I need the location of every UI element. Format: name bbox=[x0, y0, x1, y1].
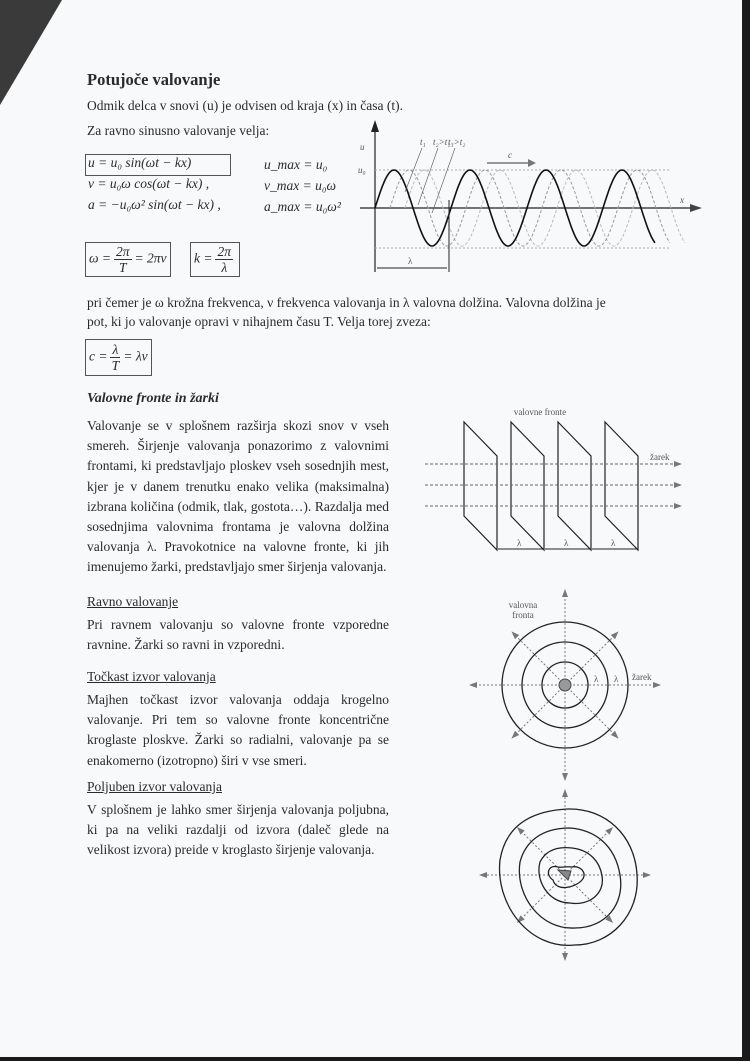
paragraph-1-line-1: pri čemer je ω krožna frekvenca, ν frekvenca valovanja in λ valovna dolžina. Valovna dolžina je bbox=[87, 295, 606, 310]
omega-lhs: ω = bbox=[89, 250, 112, 266]
ray bbox=[565, 875, 610, 920]
section-heading-plane: Ravno valovanje bbox=[87, 594, 179, 609]
ray-label: žarek bbox=[650, 452, 670, 462]
ray-arrow-icon bbox=[562, 789, 568, 797]
ray-arrow-icon bbox=[605, 827, 613, 835]
time-label-1: t₁ bbox=[420, 137, 426, 147]
lambda-label: λ bbox=[564, 538, 569, 548]
intro-line-1: Odmik delca v snovi (u) je odvisen od kraja (x) in časa (t). bbox=[87, 98, 404, 113]
c-denominator: T bbox=[111, 358, 120, 373]
equation-amax: a_max = u₀ω² bbox=[264, 199, 341, 214]
point-lambda-1: λ bbox=[594, 674, 599, 684]
ray-arrow-icon bbox=[643, 872, 651, 878]
c-lhs: c = bbox=[89, 348, 108, 364]
scan-edge-bottom bbox=[0, 1057, 750, 1061]
ray bbox=[565, 830, 610, 875]
ray-arrow-icon bbox=[517, 915, 525, 923]
section-heading-fronts: Valovne fronte in žarki bbox=[87, 391, 219, 406]
wave-front-contour bbox=[519, 828, 620, 928]
fronts-title: valovne fronte bbox=[513, 407, 567, 417]
front-label-2: fronta bbox=[512, 610, 534, 620]
equation-umax: u_max = u₀ bbox=[264, 157, 328, 172]
section-heading-arbitrary: Poljuben izvor valovanja bbox=[87, 779, 222, 794]
lambda-label: λ bbox=[517, 538, 522, 548]
lambda-label: λ bbox=[611, 538, 616, 548]
time-label-3: t₃>t₂ bbox=[448, 137, 466, 147]
point-lambda-2: λ bbox=[614, 674, 619, 684]
point-paragraph: Majhen točkast izvor valovanja oddaja krogelno valovanje. Pri tem so valovne fronte koncentrične kroglaste ploskve. Žarki so radialni, valovanje pa se enakomerno (izotropno) širi v vse smeri. bbox=[87, 692, 389, 768]
paragraph-1-line-2: pot, ki jo valovanje opravi v nihajnem času T. Velja torej zveza: bbox=[87, 314, 431, 329]
k-denominator: λ bbox=[221, 260, 228, 275]
plane-paragraph: Pri ravnem valovanju so valovne fronte vzporedne ravnine. Žarki so ravni in vzporedni. bbox=[87, 617, 389, 653]
c-numerator: λ bbox=[112, 342, 119, 357]
omega-rhs: = 2πν bbox=[134, 250, 167, 266]
k-lhs: k = bbox=[194, 250, 213, 266]
c-rhs: = λν bbox=[123, 348, 148, 364]
ray-arrow-icon bbox=[517, 827, 525, 835]
page-title: Potujoče valovanje bbox=[87, 70, 221, 89]
point-ray-label: žarek bbox=[632, 672, 652, 682]
front-label-1: valovna bbox=[508, 600, 538, 610]
equation-v: v = u₀ω cos(ωt − kx) , bbox=[88, 176, 210, 191]
time-label-2: t₂>t₁ bbox=[433, 137, 451, 147]
x-label: x bbox=[680, 195, 684, 205]
intro-line-2: Za ravno sinusno valovanje velja: bbox=[87, 123, 270, 138]
equation-vmax: v_max = u₀ω bbox=[264, 178, 337, 193]
ray bbox=[520, 875, 565, 920]
equation-a: a = −u₀ω² sin(ωt − kx) , bbox=[88, 197, 221, 212]
omega-numerator: 2π bbox=[116, 244, 130, 259]
u0-label: u₀ bbox=[358, 165, 366, 175]
fronts-paragraph: Valovanje se v splošnem razširja skozi snov v vseh smereh. Širjenje valovanja ponazorimo z valovnimi frontami, ki predstavljajo ploskev vseh sosednjih mest, kjer je v danem trenutku enako velika (maksimalna) izbrana količina (odmik, tlak, gostota…). Razdalja med sosednjima valovnima frontama je valovna dolžina valovanja λ. Pravokotnice na valovne fronte, ki jih imenujemo žarki, predstavljajo smer širjenja valovanja. bbox=[87, 418, 389, 575]
u-label: u bbox=[360, 142, 365, 152]
c-label: c bbox=[508, 150, 512, 160]
k-numerator: 2π bbox=[217, 244, 231, 259]
arbitrary-paragraph: V splošnem je lahko smer širjenja valovanja poljubna, ki pa na veliki razdalji od izvora (daleč glede na velikost izvora) preide v kroglasto širjenje valovanja. bbox=[87, 802, 389, 858]
ray bbox=[520, 830, 565, 875]
equation-u: u = u₀ sin(ωt − kx) bbox=[88, 155, 192, 170]
section-heading-point: Točkast izvor valovanja bbox=[87, 669, 216, 684]
omega-denominator: T bbox=[119, 260, 127, 275]
lambda-label: λ bbox=[408, 256, 413, 266]
ray-arrow-icon bbox=[562, 953, 568, 961]
ray-arrow-icon bbox=[479, 872, 487, 878]
